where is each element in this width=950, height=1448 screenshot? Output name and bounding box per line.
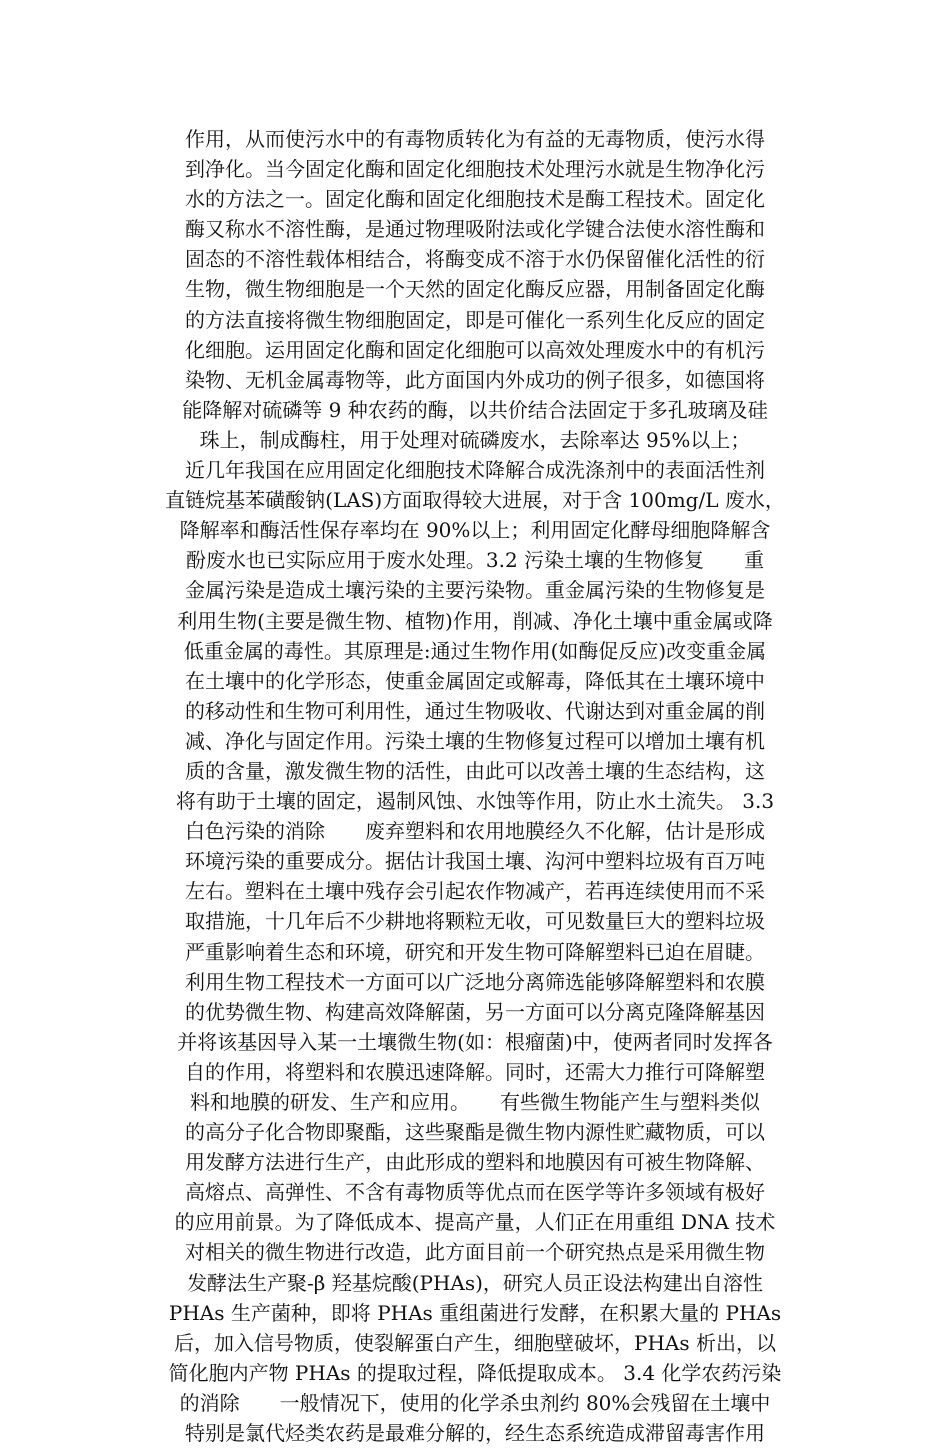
text-line: 高熔点、高弹性、不含有毒物质等优点而在医学等许多领域有极好 [185,1180,765,1205]
text-line: 白色污染的消除 废弃塑料和农用地膜经久不化解，估计是形成 [185,819,765,844]
text-line: 环境污染的重要成分。据估计我国土壤、沟河中塑料垃圾有百万吨 [185,849,765,874]
text-line: 降解率和酶活性保存率均在 90%以上；利用固定化酵母细胞降解含 [179,518,771,543]
text-line: 利用生物(主要是微生物、植物)作用，削减、净化土壤中重金属或降 [177,608,773,633]
text-line: 珠上，制成酶柱，用于处理对硫磷废水，去除率达 95%以上； [199,427,751,452]
text-line: 在土壤中的化学形态，使重金属固定或解毒，降低其在土壤环境中 [185,668,765,693]
text-line: 作用，从而使污水中的有毒物质转化为有益的无毒物质，使污水得 [185,127,765,151]
text-line: 简化胞内产物 PHAs 的提取过程，降低提取成本。 3.4 化学农药污染 [168,1360,782,1385]
text-line: 的应用前景。为了降低成本、提高产量，人们正在用重组 DNA 技术 [174,1210,776,1235]
text-line: 能降解对硫磷等 9 种农药的酶，以共价结合法固定于多孔玻璃及硅 [182,397,768,422]
text-line: 质的含量，激发微生物的活性，由此可以改善土壤的生态结构，这 [185,758,765,783]
text-line: 染物、无机金属毒物等，此方面国内外成功的例子很多，如德国将 [185,367,765,392]
text-line: 自的作用，将塑料和农膜迅速降解。同时，还需大力推行可降解塑 [185,1059,765,1084]
text-line: 生物，微生物细胞是一个天然的固定化酶反应器，用制备固定化酶 [185,277,765,302]
text-line: 的优势微生物、构建高效降解菌，另一方面可以分离克隆降解基因 [185,999,765,1024]
text-line: 减、净化与固定作用。污染土壤的生物修复过程可以增加土壤有机 [185,728,765,753]
text-line: 的移动性和生物可利用性，通过生物吸收、代谢达到对重金属的削 [185,698,765,723]
text-line: 化细胞。运用固定化酶和固定化细胞可以高效处理废水中的有机污 [185,337,765,362]
text-line: 到净化。当今固定化酶和固定化细胞技术处理污水就是生物净化污 [185,157,765,182]
text-line: 左右。塑料在土壤中残存会引起农作物减产，若再连续使用而不采 [185,879,765,904]
text-line: 直链烷基苯磺酸钠(LAS)方面取得较大进展，对于含 100mg/L 废水， [165,488,785,513]
text-line: 酚废水也已实际应用于废水处理。3.2 污染土壤的生物修复 重 [185,548,765,573]
text-line: 的消除 一般情况下，使用的化学杀虫剂约 80%会残留在土壤中 [179,1390,771,1415]
text-line: 金属污染是造成土壤污染的主要污染物。重金属污染的生物修复是 [185,578,765,603]
text-line: 严重影响着生态和环境，研究和开发生物可降解塑料已迫在眉睫。 [185,939,765,964]
text-line: 料和地膜的研发、生产和应用。 有些微生物能产生与塑料类似 [190,1090,760,1114]
text-line: PHAs 生产菌种，即将 PHAs 重组菌进行发酵，在积累大量的 PHAs [168,1300,782,1325]
text-line: 低重金属的毒性。其原理是:通过生物作用(如酶促反应)改变重金属 [183,638,767,663]
text-line: 后，加入信号物质，使裂解蛋白产生，细胞壁破坏，PHAs 析出，以 [174,1330,776,1355]
text-line: 利用生物工程技术一方面可以广泛地分离筛选能够降解塑料和农膜 [185,969,765,994]
body-text [140,124,810,1448]
text-line: 并将该基因导入某一土壤微生物(如：根瘤菌)中，使两者同时发挥各 [177,1029,773,1054]
text-line: 将有助于土壤的固定，遏制风蚀、水蚀等作用，防止水土流失。 3.3 [175,789,775,814]
text-line: 近几年我国在应用固定化细胞技术降解合成洗涤剂中的表面活性剂 [185,458,765,483]
text-line: 特别是氯代烃类农药是最难分解的，经生态系统造成滞留毒害作用 [185,1421,765,1446]
text-line: 发酵法生产聚-β 羟基烷酸(PHAs)，研究人员正设法构建出自溶性 [187,1270,763,1295]
text-line: 用发酵方法进行生产，由此形成的塑料和地膜因有可被生物降解、 [185,1150,765,1175]
text-line: 的方法直接将微生物细胞固定，即是可催化一系列生化反应的固定 [185,307,765,332]
text-line: 水的方法之一。固定化酶和固定化细胞技术是酶工程技术。固定化 [185,187,765,212]
text-line: 酶又称水不溶性酶，是通过物理吸附法或化学键合法使水溶性酶和 [185,217,765,242]
text-line: 固态的不溶性载体相结合，将酶变成不溶于水仍保留催化活性的衍 [185,247,765,272]
text-line: 取措施，十几年后不少耕地将颗粒无收，可见数量巨大的塑料垃圾 [185,909,765,934]
text-line: 对相关的微生物进行改造，此方面目前一个研究热点是采用微生物 [185,1240,765,1265]
text-line: 的高分子化合物即聚酯，这些聚酯是微生物内源性贮藏物质，可以 [185,1120,765,1145]
